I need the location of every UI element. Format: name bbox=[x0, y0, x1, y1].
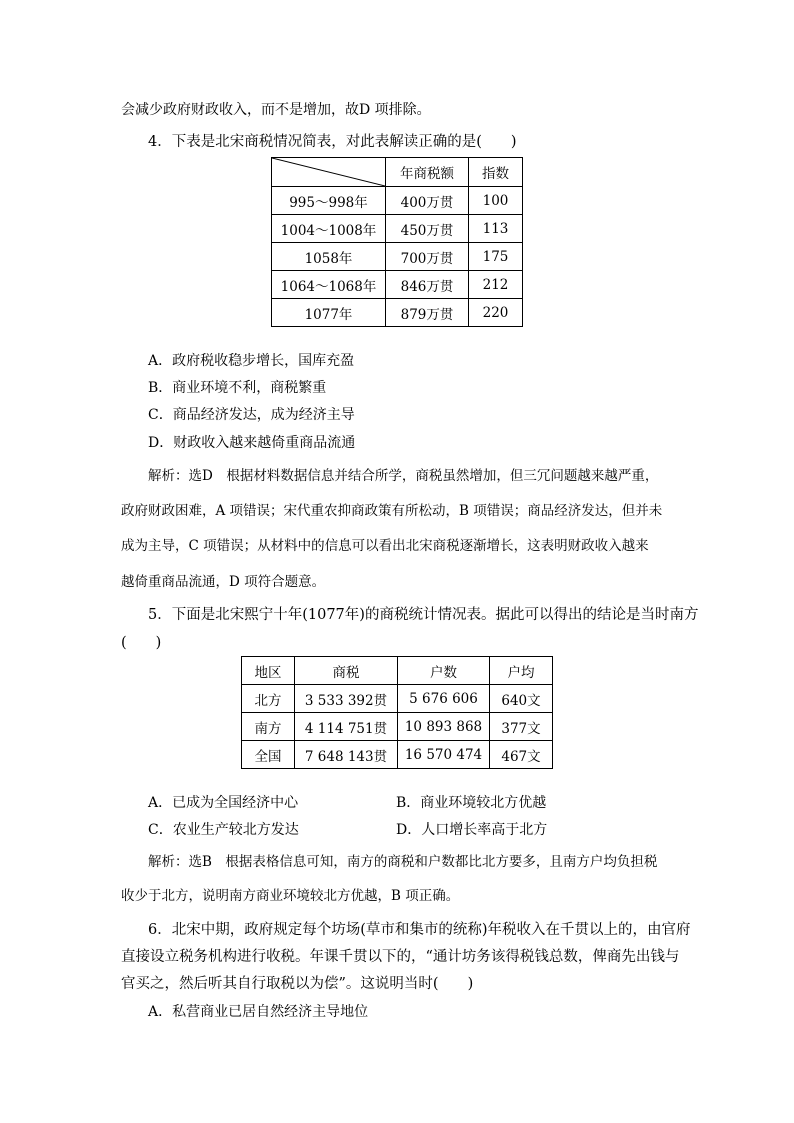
q4-stem: 4．下表是北宋商税情况简表，对此表解读正确的是( ) bbox=[148, 134, 517, 150]
q4-analysis-line: 成为主导，C 项错误；从材料中的信息可以看出北宋商税逐渐增长，这表明财政收入越来 bbox=[121, 538, 649, 554]
table-cell: 175 bbox=[469, 243, 523, 271]
q4-option-c: C．商品经济发达，成为经济主导 bbox=[148, 407, 355, 423]
q4-analysis-line: 政府财政困难，A 项错误；宋代重农抑商政策有所松动，B 项错误；商品经济发达，但并未 bbox=[121, 503, 663, 519]
q5-option-a: A．已成为全国经济中心 bbox=[148, 795, 299, 811]
table-cell: 700万贯 bbox=[386, 243, 469, 271]
table-header-row bbox=[272, 158, 523, 187]
table-cell: 南方 bbox=[242, 713, 295, 741]
header-cell: 户数 bbox=[398, 657, 490, 685]
header-cell: 指数 bbox=[469, 158, 523, 187]
table-row bbox=[242, 685, 553, 713]
table-row bbox=[272, 215, 523, 243]
diagonal-line bbox=[272, 158, 385, 186]
q4-table bbox=[271, 157, 523, 327]
header-cell: 户均 bbox=[490, 657, 553, 685]
table-row bbox=[272, 243, 523, 271]
table-cell: 879万贯 bbox=[386, 299, 469, 327]
header-cell: 年商税额 bbox=[386, 158, 469, 187]
q5-option-c: C．农业生产较北方发达 bbox=[148, 822, 299, 838]
q5-table bbox=[241, 656, 553, 769]
table-cell: 1058年 bbox=[272, 243, 386, 271]
table-cell: 16 570 474 bbox=[398, 741, 490, 769]
table-row bbox=[272, 299, 523, 327]
q4-option-b: B．商业环境不利，商税繁重 bbox=[148, 380, 327, 396]
diagonal-header-cell bbox=[272, 158, 386, 187]
continuation-text: 会减少政府财政收入，而不是增加，故D 项排除。 bbox=[121, 102, 431, 118]
table-cell: 4 114 751贯 bbox=[295, 713, 398, 741]
q6-stem-cont: 官买之，然后听其自行取税以为偿”。这说明当时( ) bbox=[121, 976, 474, 992]
table-cell: 5 676 606 bbox=[398, 685, 490, 713]
table-cell: 7 648 143贯 bbox=[295, 741, 398, 769]
table-cell: 1077年 bbox=[272, 299, 386, 327]
table-header-row bbox=[242, 657, 553, 685]
table-cell: 113 bbox=[469, 215, 523, 243]
table-row bbox=[272, 271, 523, 299]
q5-analysis-line: 解析：选B 根据表格信息可知，南方的商税和户数都比北方要多，且南方户均负担税 bbox=[148, 854, 658, 870]
q5-option-d: D．人口增长率高于北方 bbox=[396, 822, 548, 838]
table-cell: 1004～1008年 bbox=[272, 215, 386, 243]
q5-option-b: B．商业环境较北方优越 bbox=[396, 795, 547, 811]
q6-option-a: A．私营商业已居自然经济主导地位 bbox=[148, 1004, 369, 1020]
table-cell: 10 893 868 bbox=[398, 713, 490, 741]
q4-analysis-line: 解析：选D 根据材料数据信息并结合所学，商税虽然增加，但三冗问题越来越严重， bbox=[148, 468, 659, 484]
table-row bbox=[272, 187, 523, 215]
q5-stem-cont: ( ) bbox=[121, 635, 162, 651]
table-cell: 450万贯 bbox=[386, 215, 469, 243]
table-cell: 100 bbox=[469, 187, 523, 215]
table-cell: 北方 bbox=[242, 685, 295, 713]
table-cell: 212 bbox=[469, 271, 523, 299]
q4-option-a: A．政府税收稳步增长，国库充盈 bbox=[148, 353, 355, 369]
table-cell: 1064～1068年 bbox=[272, 271, 386, 299]
q4-option-d: D．财政收入越来越倚重商品流通 bbox=[148, 435, 356, 451]
q6-stem: 6．北宋中期，政府规定每个坊场(草市和集市的统称)年税收入在千贯以上的，由官府 bbox=[148, 922, 691, 938]
header-cell: 商税 bbox=[295, 657, 398, 685]
q5-stem: 5．下面是北宋熙宁十年(1077年)的商税统计情况表。据此可以得出的结论是当时南方 bbox=[148, 607, 699, 623]
table-cell: 220 bbox=[469, 299, 523, 327]
q6-stem-cont: 直接设立税务机构进行收税。年课千贯以下的，“通计坊务该得税钱总数，俾商先出钱与 bbox=[121, 949, 680, 965]
table-cell: 377文 bbox=[490, 713, 553, 741]
table-cell: 467文 bbox=[490, 741, 553, 769]
header-cell: 地区 bbox=[242, 657, 295, 685]
table-row bbox=[242, 741, 553, 769]
table-cell: 846万贯 bbox=[386, 271, 469, 299]
q4-analysis-line: 越倚重商品流通，D 项符合题意。 bbox=[121, 574, 326, 590]
table-cell: 995～998年 bbox=[272, 187, 386, 215]
table-cell: 400万贯 bbox=[386, 187, 469, 215]
table-cell: 3 533 392贯 bbox=[295, 685, 398, 713]
table-cell: 640文 bbox=[490, 685, 553, 713]
table-row bbox=[242, 713, 553, 741]
q5-analysis-line: 收少于北方，说明南方商业环境较北方优越，B 项正确。 bbox=[121, 888, 460, 904]
table-cell: 全国 bbox=[242, 741, 295, 769]
